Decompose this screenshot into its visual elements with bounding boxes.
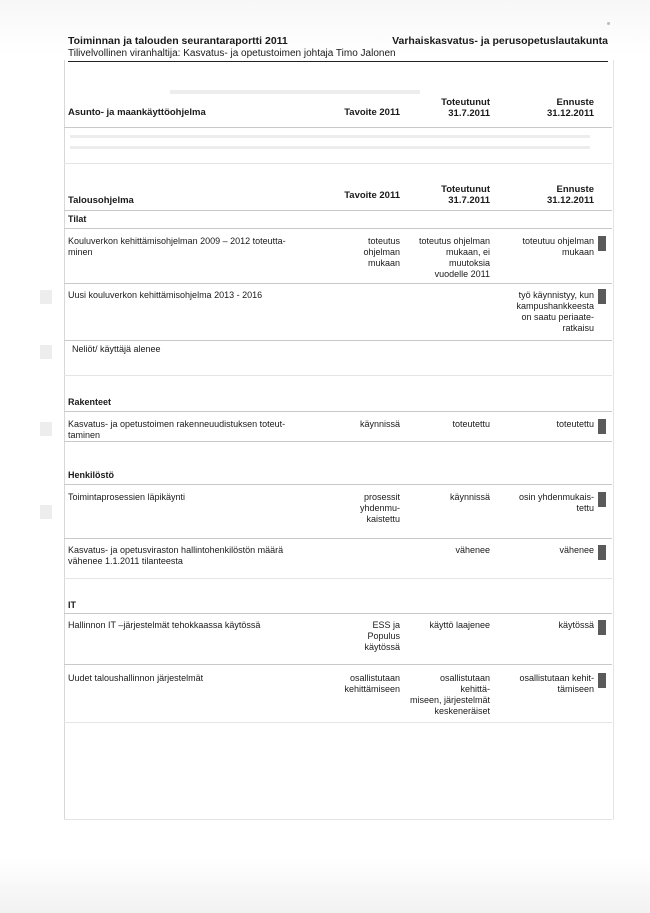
target-line: kaistettu	[366, 514, 400, 524]
row-actual: käynnissä	[449, 492, 490, 502]
row-actual: käyttö laajenee	[429, 620, 490, 630]
row-target	[318, 620, 400, 653]
section-heading-rakenteet: Rakenteet	[68, 397, 112, 407]
divider	[64, 538, 612, 539]
row-forecast: käytössä	[558, 620, 594, 630]
row-label	[68, 236, 308, 258]
forecast-line: osallistutaan kehit-	[519, 673, 594, 683]
scan-speck	[607, 22, 610, 25]
status-marker	[598, 419, 606, 434]
divider	[64, 283, 612, 284]
divider	[64, 664, 612, 665]
divider	[64, 441, 612, 442]
responsible-officer: Tilivelvollinen viranhaltija: Kasvatus- ja opetustoimen johtaja Timo Jalonen	[68, 48, 396, 59]
section-heading-henkilosto: Henkilöstö	[68, 470, 115, 480]
forecast-line: mukaan	[561, 247, 594, 257]
row-label: Toimintaprosessien läpikäynti	[68, 492, 186, 502]
label-line: Kasvatus- ja opetustoimen rakenneuudistuksen toteut-	[68, 419, 286, 429]
row-actual	[408, 236, 490, 280]
col-actual-line2: 31.7.2011	[448, 195, 490, 206]
row-target: käynnissä	[359, 419, 400, 429]
status-marker	[598, 236, 606, 251]
divider	[64, 210, 612, 211]
actual-line: mukaan, ei muutoksia	[445, 247, 490, 268]
col-actual-line2: 31.7.2011	[448, 108, 490, 119]
col-forecast-line2: 31.12.2011	[546, 108, 594, 119]
label-line: minen	[68, 247, 93, 257]
table1-program: Asunto- ja maankäyttöohjelma	[68, 107, 206, 118]
table2-program: Talousohjelma	[68, 195, 134, 206]
table2-col-actual	[408, 184, 490, 206]
label-line: Kasvatus- ja opetusviraston hallintohenkilöstön määrä	[68, 545, 284, 555]
target-line: ohjelman	[363, 247, 400, 257]
section-heading-it: IT	[68, 600, 76, 610]
target-line: osallistutaan	[349, 673, 400, 683]
col-actual-line1: Toteutunut	[441, 97, 490, 108]
divider	[64, 613, 612, 614]
divider	[64, 411, 612, 412]
target-line: ESS ja	[372, 620, 400, 630]
row-label: Hallinnon IT –järjestelmät tehokkaassa käytössä	[68, 620, 261, 630]
row-forecast: vähenee	[559, 545, 594, 555]
label-line: taminen	[68, 430, 101, 440]
divider	[64, 375, 612, 376]
forecast-line: tämiseen	[557, 684, 594, 694]
table1-col-actual	[408, 97, 490, 119]
row-forecast: toteutettu	[556, 419, 594, 429]
status-marker	[598, 289, 606, 304]
target-line: kehittämiseen	[344, 684, 400, 694]
row-label	[68, 545, 318, 567]
target-line: mukaan	[367, 258, 400, 268]
row-forecast	[500, 236, 594, 258]
section-heading-tilat: Tilat	[68, 214, 87, 224]
forecast-line: ratkaisu	[562, 323, 594, 333]
target-line: Populus	[367, 631, 400, 641]
document-header	[68, 35, 608, 62]
row-target	[318, 492, 400, 525]
table1-col-forecast	[500, 97, 594, 119]
row-forecast	[500, 673, 594, 695]
row-actual: toteutettu	[452, 419, 490, 429]
row-label: Neliöt/ käyttäjä alenee	[72, 344, 161, 354]
actual-line: miseen, järjestelmät	[409, 695, 490, 705]
row-actual: vähenee	[455, 545, 490, 555]
status-marker	[598, 492, 606, 507]
forecast-line: osin yhdenmukais-	[518, 492, 594, 502]
label-line: vähenee 1.1.2011 tilanteesta	[68, 556, 183, 566]
table1-col-target: Tavoite 2011	[344, 107, 400, 118]
forecast-line: toteutuu ohjelman	[522, 236, 594, 246]
divider	[64, 163, 612, 164]
forecast-line: on saatu periaate-	[521, 312, 594, 322]
show-through-mark	[40, 422, 52, 436]
divider	[64, 578, 612, 579]
row-target	[318, 673, 400, 695]
divider	[64, 127, 612, 128]
divider	[64, 722, 612, 723]
actual-line: keskeneräiset	[434, 706, 490, 716]
target-line: yhdenmu-	[359, 503, 400, 513]
forecast-line: tettu	[576, 503, 594, 513]
row-forecast	[500, 492, 594, 514]
status-marker	[598, 673, 606, 688]
divider	[64, 228, 612, 229]
status-marker	[598, 545, 606, 560]
show-through-mark	[40, 290, 52, 304]
row-label: Uudet taloushallinnon järjestelmät	[68, 673, 204, 683]
forecast-line: kampushankkeesta	[516, 301, 594, 311]
row-actual	[408, 673, 490, 717]
col-forecast-line1: Ennuste	[556, 97, 594, 108]
divider	[64, 819, 612, 820]
actual-line: vuodelle 2011	[434, 269, 490, 279]
label-line: Kouluverkon kehittämisohjelman 2009 – 2012 toteutta-	[68, 236, 286, 246]
show-through-mark	[40, 345, 52, 359]
table2-col-target: Tavoite 2011	[344, 190, 400, 201]
target-line: käytössä	[364, 642, 400, 652]
show-through-mark	[40, 505, 52, 519]
row-label	[68, 419, 308, 441]
target-line: prosessit	[363, 492, 400, 502]
row-forecast	[500, 290, 594, 334]
row-label: Uusi kouluverkon kehittämisohjelma 2013 - 2016	[68, 290, 263, 300]
actual-line: osallistutaan kehittä-	[439, 673, 490, 694]
table2-col-forecast	[500, 184, 594, 206]
divider	[64, 340, 612, 341]
department-name: Varhaiskasvatus- ja perusopetuslautakunta	[392, 35, 608, 47]
report-title: Toiminnan ja talouden seurantaraportti 2011	[68, 35, 288, 47]
col-actual-line1: Toteutunut	[441, 184, 490, 195]
actual-line: toteutus ohjelman	[418, 236, 490, 246]
row-target	[318, 236, 400, 269]
target-line: toteutus	[367, 236, 400, 246]
col-forecast-line1: Ennuste	[556, 184, 594, 195]
status-marker	[598, 620, 606, 635]
divider	[64, 484, 612, 485]
col-forecast-line2: 31.12.2011	[546, 195, 594, 206]
forecast-line: työ käynnistyy, kun	[518, 290, 594, 300]
